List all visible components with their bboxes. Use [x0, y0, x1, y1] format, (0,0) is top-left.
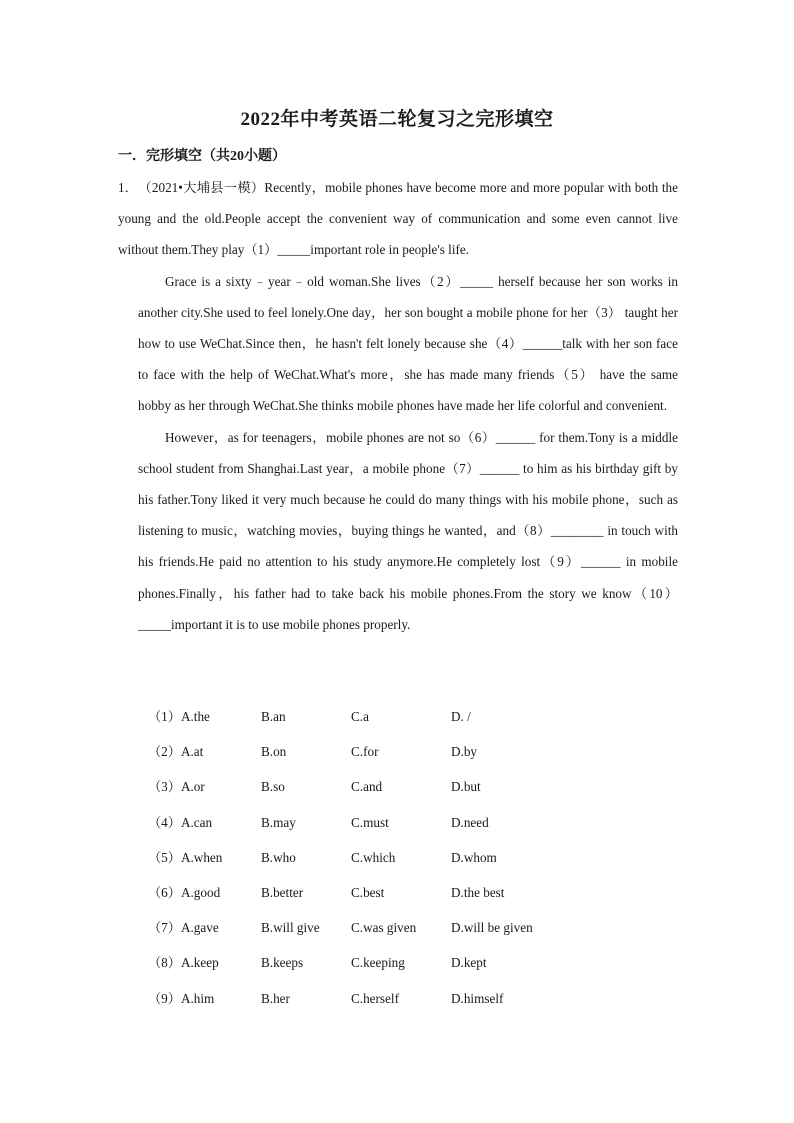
option-row — [148, 985, 561, 1020]
option-c: C.must — [351, 814, 389, 830]
option-b: B.her — [261, 990, 290, 1006]
option-c: C.which — [351, 849, 396, 865]
option-c: C.was given — [351, 920, 417, 936]
option-c: C.keeping — [351, 955, 405, 971]
option-d: D.will be given — [451, 920, 533, 936]
option-d: D.by — [451, 744, 478, 760]
option-b: B.better — [261, 884, 304, 900]
question-number: 1． — [118, 180, 138, 195]
option-c: C.herself — [351, 990, 399, 1006]
option-c: C.a — [351, 709, 369, 724]
option-row — [148, 809, 561, 844]
option-a: （5）A.when — [148, 849, 223, 865]
options-list — [148, 703, 561, 1020]
option-a: （6）A.good — [148, 884, 221, 900]
option-row — [148, 773, 561, 808]
option-a: （3）A.or — [148, 779, 205, 795]
page-title: 2022年中考英语二轮复习之完形填空 — [240, 109, 554, 130]
option-a: （4）A.can — [148, 814, 213, 830]
option-b: B.may — [261, 814, 296, 830]
question-block — [118, 172, 678, 640]
option-b: B.on — [261, 744, 287, 760]
option-b: B.keeps — [261, 955, 304, 971]
option-row — [148, 844, 561, 879]
option-row — [148, 914, 561, 949]
option-d: D.but — [451, 779, 481, 795]
paragraph-text: （2021•大埔县一模）Recently，mobile phones have become more and more popular with both the young and the old.People accept the convenient way of communication and some even cannot live without them.They play（1）_____important role in people's life. — [118, 180, 678, 258]
option-row — [148, 879, 561, 914]
option-b: B.so — [261, 779, 285, 795]
option-a: （9）A.him — [148, 990, 215, 1006]
option-b: B.an — [261, 709, 286, 724]
option-a: （1）A.the — [148, 709, 210, 724]
option-a: （8）A.keep — [148, 955, 219, 971]
option-d: D.himself — [451, 990, 504, 1006]
option-d: D.the best — [451, 884, 505, 900]
option-c: C.and — [351, 779, 383, 795]
option-b: B.will give — [261, 920, 320, 936]
question-paragraph-1 — [118, 172, 678, 266]
option-row — [148, 949, 561, 984]
section-heading: 一．完形填空（共20小题） — [118, 149, 286, 164]
question-paragraph-3: However，as for teenagers，mobile phones are not so（6）______ for them.Tony is a middle school student from Shanghai.Last year，a mobile phone（7）______ to him as his birthday gift by his father.Tony liked it very much because he could do many things with his mobile phone，such as listening to music，watching movies，buying things he wanted，and（8）________ in touch with his friends.He paid no attention to his study anymore.He completely lost（9）______ in mobile phones.Finally，his father had to take back his mobile phones.From the story we know（10）_____important it is to use mobile phones properly. — [138, 429, 678, 632]
option-d: D.kept — [451, 955, 487, 971]
option-row — [148, 703, 561, 738]
option-d: D. / — [451, 709, 471, 724]
option-a: （7）A.gave — [148, 920, 219, 936]
option-a: （2）A.at — [148, 744, 204, 760]
option-d: D.whom — [451, 849, 497, 865]
option-d: D.need — [451, 814, 489, 830]
option-c: C.best — [351, 884, 385, 900]
question-paragraph-2: Grace is a sixty﹣year﹣old woman.She lives（2）_____ herself because her son works in another city.She used to feel lonely.One day，her son bought a mobile phone for her（3） taught her how to use WeChat.Since then，he hasn't felt lonely because she（4）______talk with her son face to face with the help of WeChat.What's more，she has made many friends（5） have the same hobby as her through WeChat.She thinks mobile phones have made her life colorful and convenient. — [138, 273, 678, 414]
option-c: C.for — [351, 744, 379, 760]
option-row — [148, 738, 561, 773]
option-b: B.who — [261, 849, 296, 865]
